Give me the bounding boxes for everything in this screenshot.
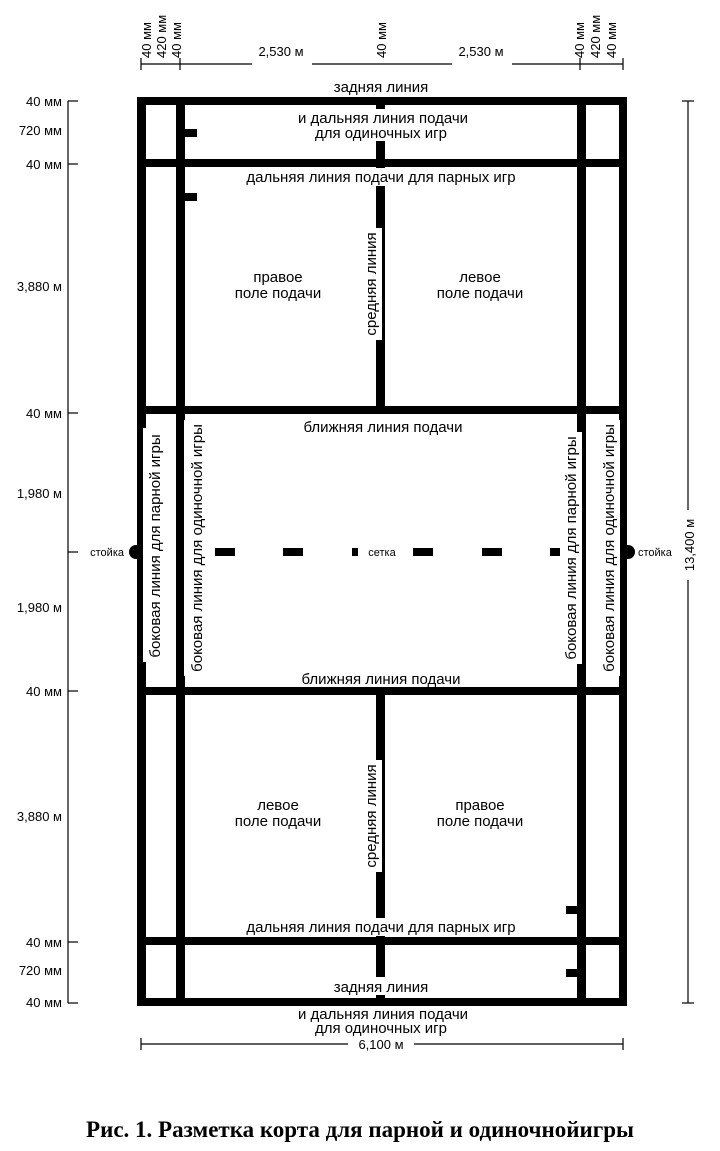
label-long-service-doubles-bottom: дальняя линия подачи для парных игр bbox=[246, 919, 516, 936]
label-singles-side-right: боковая линия для одиночной игры bbox=[601, 424, 618, 672]
top-dim-8: 420 мм bbox=[588, 14, 603, 58]
top-dim-2: 420 мм bbox=[154, 14, 169, 58]
label-doubles-side-right: боковая линия для парной игры bbox=[563, 436, 580, 660]
bottom-dim-label: 6,100 м bbox=[358, 1037, 404, 1052]
bottom-dimension bbox=[141, 1036, 623, 1052]
top-dim-3: 40 мм bbox=[169, 22, 184, 58]
left-dim-12: 40 мм bbox=[26, 995, 62, 1010]
left-dim-8: 40 мм bbox=[26, 684, 62, 699]
label-right-service-bottom-2: поле подачи bbox=[436, 813, 524, 830]
left-dim-2: 720 мм bbox=[18, 123, 62, 138]
label-post-left: стойка bbox=[90, 547, 124, 559]
label-left-service-top-2: поле подачи bbox=[436, 285, 524, 302]
figure-caption: Рис. 1. Разметка корта для парной и одиночнойигры bbox=[86, 1117, 634, 1142]
top-dim-9: 40 мм bbox=[604, 22, 619, 58]
left-dim-6: 1,980 м bbox=[16, 486, 62, 501]
right-dimension bbox=[680, 101, 698, 1003]
label-back-line-top: задняя линия bbox=[333, 79, 429, 96]
label-net: сетка bbox=[368, 547, 396, 559]
label-back-line-bottom: задняя линия bbox=[333, 979, 429, 996]
left-dimension bbox=[0, 90, 78, 1015]
label-short-service-top: ближняя линия подачи bbox=[303, 419, 463, 436]
left-dim-4: 3,880 м bbox=[16, 279, 62, 294]
label-doubles-side-left: боковая линия для парной игры bbox=[147, 434, 164, 658]
label-right-service-top-1: правое bbox=[253, 269, 303, 286]
left-dim-9: 3,880 м bbox=[16, 809, 62, 824]
net-dash bbox=[283, 548, 303, 556]
post-left-icon bbox=[129, 545, 143, 559]
label-short-service-bottom: ближняя линия подачи bbox=[301, 671, 461, 688]
top-dim-5: 40 мм bbox=[374, 22, 389, 58]
left-dim-10: 40 мм bbox=[26, 935, 62, 950]
label-center-line-bottom: средняя линия bbox=[363, 764, 380, 868]
tick-mark-1 bbox=[185, 129, 197, 137]
left-dim-1: 40 мм bbox=[26, 94, 62, 109]
top-dim-1: 40 мм bbox=[139, 22, 154, 58]
singles-sideline-left bbox=[176, 97, 185, 1006]
label-long-service-singles-bottom-2: для одиночных игр bbox=[315, 1020, 447, 1037]
right-dim-label: 13,400 м bbox=[682, 518, 697, 572]
label-center-line-top: средняя линия bbox=[363, 232, 380, 336]
label-singles-side-left: боковая линия для одиночной игры bbox=[189, 424, 206, 672]
label-right-service-top-2: поле подачи bbox=[234, 285, 322, 302]
label-post-right: стойка bbox=[638, 547, 672, 559]
top-dim-7: 40 мм bbox=[572, 22, 587, 58]
left-dim-5: 40 мм bbox=[26, 406, 62, 421]
top-dimension bbox=[139, 15, 623, 70]
label-left-service-bottom-2: поле подачи bbox=[234, 813, 322, 830]
label-right-service-bottom-1: правое bbox=[455, 797, 505, 814]
left-dim-7: 1,980 м bbox=[16, 600, 62, 615]
net-dash bbox=[352, 548, 358, 556]
net-dash bbox=[482, 548, 502, 556]
label-long-service-singles-top-2: для одиночных игр bbox=[315, 125, 447, 142]
net-dash bbox=[413, 548, 433, 556]
post-right-icon bbox=[621, 545, 635, 559]
net-dash bbox=[215, 548, 235, 556]
label-long-service-singles-bottom-1: и дальняя линия подачи bbox=[297, 1006, 469, 1023]
label-left-service-bottom-1: левое bbox=[257, 797, 299, 814]
top-dim-4: 2,530 м bbox=[258, 44, 304, 59]
label-left-service-top-1: левое bbox=[459, 269, 501, 286]
left-dim-11: 720 мм bbox=[18, 963, 62, 978]
tick-mark-4 bbox=[566, 969, 577, 977]
tick-mark-3 bbox=[566, 906, 577, 914]
top-dim-6: 2,530 м bbox=[458, 44, 504, 59]
tick-mark-2 bbox=[185, 193, 197, 201]
label-long-service-doubles-top: дальняя линия подачи для парных игр bbox=[246, 169, 516, 186]
label-long-service-singles-top-1: и дальняя линия подачи bbox=[297, 110, 469, 127]
left-dim-3: 40 мм bbox=[26, 157, 62, 172]
